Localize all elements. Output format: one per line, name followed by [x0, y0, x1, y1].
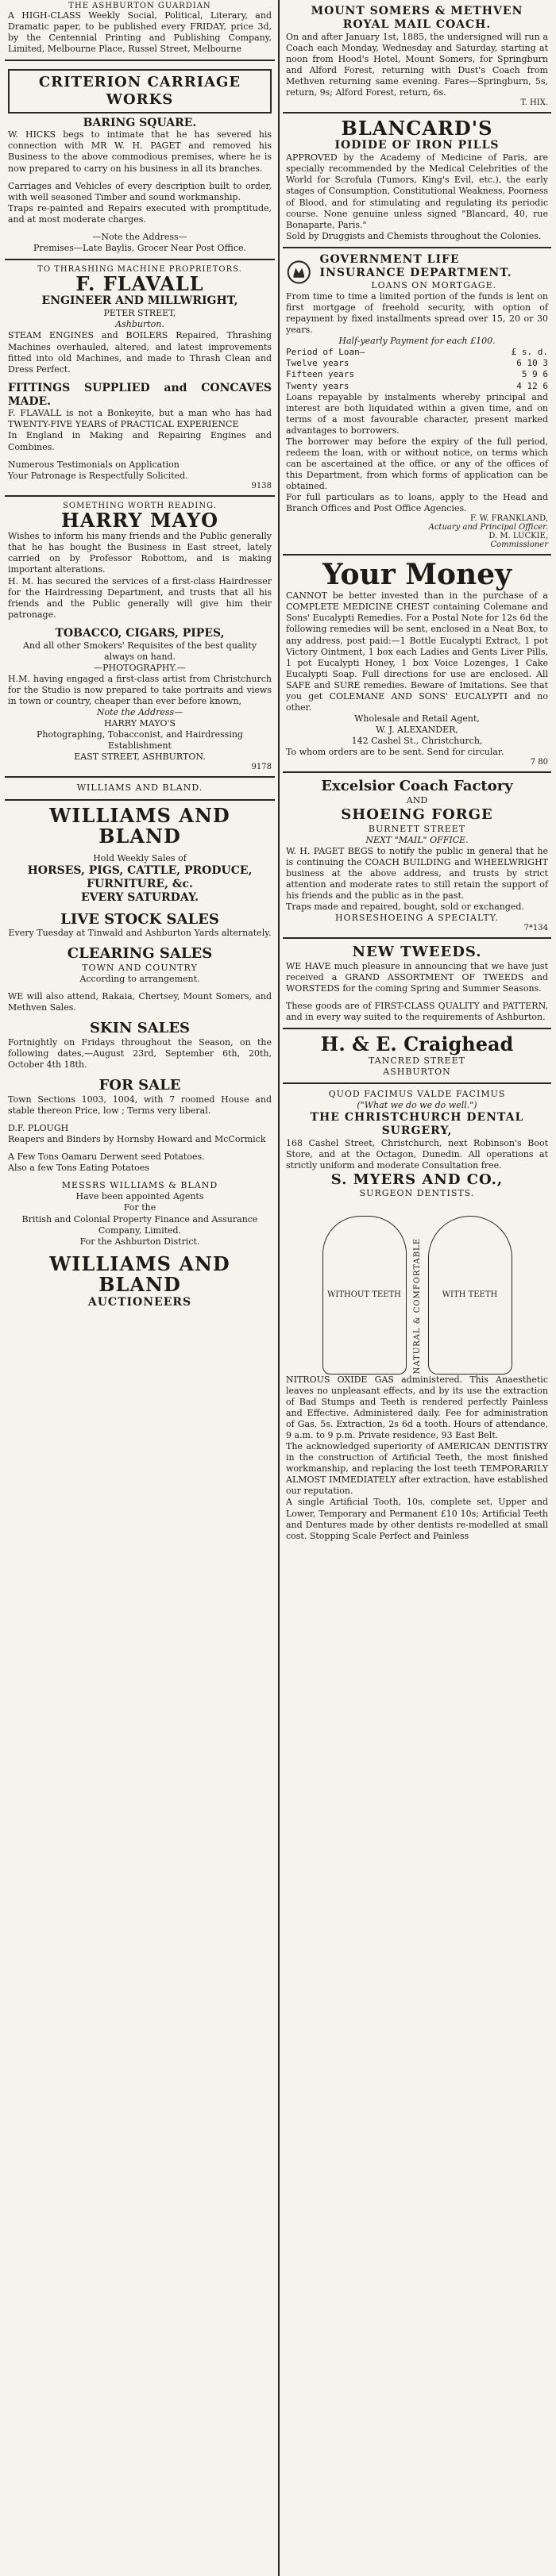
coach-line1: MOUNT SOMERS & METHVEN	[311, 5, 523, 17]
excelsior-p2: Traps made and repaired, bought, sold or exchanged.	[286, 902, 524, 913]
insurance-row	[286, 358, 548, 369]
flavall-title: F. FLAVALL	[75, 272, 204, 296]
wb-reapers: Reapers and Binders by Hornsby Howard and McCormick	[8, 1134, 266, 1145]
flavall-ad	[5, 260, 275, 497]
insurance-row-label: Fifteen years	[286, 369, 355, 380]
wb-clear-sub: TOWN AND COUNTRY	[82, 963, 198, 974]
wb-forsale-title: FOR SALE	[98, 1077, 181, 1094]
wb-agents2: Have been appointed Agents	[75, 1191, 204, 1202]
criterion-note: —Note the Address—	[92, 231, 187, 242]
wb-p3: EVERY SATURDAY.	[80, 891, 199, 904]
insurance-table-head: Half-yearly Payment for each £100.	[338, 336, 496, 347]
mayo-p2: H. M. has secured the services of a first-class Hairdresser for the Hairdressing Department, and trusts that all his friends and the Public generally will give him their patronage.	[8, 575, 272, 620]
wb-agents1: MESSRS WILLIAMS & BLAND	[61, 1180, 218, 1191]
dental-body: 168 Cashel Street, Christchurch, next Robinson's Boot Store, and at the Octagon, Dunedin. All operations at strictly uniform and moderate Consultation free.	[286, 1137, 548, 1171]
mayo-top: SOMETHING WORTH READING.	[63, 501, 217, 510]
insurance-header	[286, 253, 548, 291]
dental-motto: QUOD FACIMUS VALDE FACIMUS	[328, 1088, 506, 1099]
insurance-sign2: Actuary and Principal Officer.	[428, 523, 548, 533]
dental-nitrous: NITROUS OXIDE GAS administered. This Anaesthetic leaves no unpleasant effects, and by its use the extraction of Bad Stumps and Teeth is rendered perfectly Painless and Effective. Administered daily. Fee for administration of Gas, 5s. Extraction, 2s 6d a tooth. Hours of attendance, 9 a.m. to 9 p.m. Private residence, 93 East Belt.	[286, 1374, 548, 1440]
wb-agents3: For the	[123, 1202, 156, 1213]
insurance-row	[286, 369, 548, 380]
tweeds-p2: These goods are of FIRST-CLASS QUALITY and PATTERN, and in every way suited to the requirements of Ashburton.	[286, 1001, 548, 1023]
williams-bland-ad	[5, 801, 275, 1314]
excelsior-and: AND	[406, 795, 428, 805]
coach-ad	[283, 0, 551, 113]
insurance-p4: For full particulars as to loans, apply to the Head and Branch Offices and Post Office Agencies.	[286, 492, 548, 514]
criterion-title: CRITERION CARRIAGE WORKS	[8, 69, 272, 113]
wb-skin-title: SKIN SALES	[89, 1020, 191, 1037]
criterion-sub: BARING SQUARE.	[83, 116, 197, 129]
wb-oamaru: A Few Tons Oamaru Derwent seed Potatoes.	[8, 1152, 205, 1163]
mayo-note: Note the Address—	[96, 707, 183, 718]
portrait-middle-text: NATURAL & COMFORTABLE	[412, 1238, 422, 1375]
mayo-ad	[5, 497, 275, 779]
money-body: CANNOT be better invested than in the purchase of a COMPLETE MEDICINE CHEST containing Colemane and Sons' Eucalypti Remedies. For a Postal Note for 12s 6d the following remedies will be sent, enclosed in a Neat Box, to any address, post paid:—1 Bottle Eucalypti Extract, 1 pot Victory Ointment, 1 box each Ladies and Gents Liver Pills, 1 pot Eucalypti Honey, 1 box Voice Lozenges, 1 Cake Eucalypti Soap. Full directions for use are enclosed. All SAFE and SURE remedies. Beware of Imitations. See that you get COLEMANE AND SONS' EUCALYPTI and no other.	[286, 590, 548, 713]
portrait-left-label: WITHOUT TEETH	[327, 1290, 401, 1300]
mayo-p1: Wishes to inform his many friends and the Public generally that he has bought the Business in East street, lately carried on by Professor Robottom, and is making important alterations.	[8, 531, 272, 575]
flavall-town: Ashburton.	[115, 319, 164, 330]
insurance-sign1: F. W. FRANKLAND,	[470, 514, 548, 524]
mayo-addr3: EAST STREET, ASHBURTON.	[74, 752, 206, 763]
craighead-title: H. & E. Craighead	[320, 1032, 514, 1056]
insurance-row-label: Twelve years	[286, 358, 349, 369]
excelsior-horse: HORSESHOEING A SPECIALTY.	[334, 913, 500, 924]
insurance-sub: LOANS ON MORTGAGE.	[371, 279, 497, 290]
flavall-street: PETER STREET,	[103, 308, 176, 319]
dental-name: S. MYERS AND CO.,	[330, 1171, 504, 1188]
dental-p3: A single Artificial Tooth, 10s, complete set, Upper and Lower, Temporary and Permanent £10 10s; Artificial Teeth and Dentures made by other dentists re-modelled at small cost. Stopping Scale Perfect and Painless	[286, 1497, 548, 1541]
tweeds-ad	[283, 939, 551, 1029]
left-column	[5, 0, 275, 1313]
insurance-row-value: 6 10 3	[516, 358, 548, 369]
masthead-body: A HIGH-CLASS Weekly Social, Political, Literary, and Dramatic paper, to be published every FRIDAY, price 3d, by the Centennial Printing and Publishing Company, Limited, Melbourne Place, Russel Street, Melbourne	[8, 10, 272, 55]
wb-clear-body: According to arrangement.	[79, 974, 200, 985]
criterion-p1: W. HICKS begs to intimate that he has severed his connection with MR W. H. PAGET and removed his Business to the above commodious premises, where he is now prepared to carry on his business in all its branches.	[8, 129, 272, 174]
wb-plough: D.F. PLOUGH	[8, 1122, 69, 1133]
dental-title: THE CHRISTCHURCH DENTAL SURGERY,	[310, 1111, 524, 1137]
wb-footer1: WILLIAMS AND BLAND	[49, 1251, 230, 1297]
flavall-ref: 9138	[251, 481, 272, 490]
money-order: To whom orders are to be sent. Send for circular.	[286, 747, 504, 758]
money-ref: 7 80	[530, 758, 548, 767]
insurance-sign4: Commissioner	[490, 540, 548, 550]
criterion-ad	[5, 61, 275, 260]
blancard-title2: IODIDE OF IRON PILLS	[334, 139, 500, 152]
criterion-p2: Carriages and Vehicles of every description built to order, with well seasoned Timber and sound workmanship.	[8, 180, 272, 202]
dental-illustration	[286, 1200, 548, 1375]
wb-line	[5, 778, 275, 800]
masthead-top: THE ASHBURTON GUARDIAN	[68, 2, 211, 10]
money-agent: W. J. ALEXANDER,	[376, 725, 458, 736]
mayo-ref: 9178	[251, 763, 272, 772]
excelsior-next: NEXT "MAIL" OFFICE.	[365, 834, 469, 845]
insurance-p2: Loans repayable by instalments whereby principal and interest are both liquidated within a given time, and on terms of a most favourable character, present marked advantages to borrowers.	[286, 391, 548, 436]
wb-title: WILLIAMS AND BLAND	[49, 803, 230, 848]
coach-line2: ROYAL MAIL COACH.	[342, 17, 492, 31]
masthead-ad	[5, 0, 275, 61]
tweeds-title: NEW TWEEDS.	[352, 944, 482, 961]
mayo-p3: TOBACCO, CIGARS, PIPES,	[55, 626, 225, 640]
flavall-top: TO THRASHING MACHINE PROPRIETORS.	[37, 265, 242, 275]
wb-forsale-body: Town Sections 1003, 1004, with 7 roomed House and stable thereon Price, low ; Terms very liberal.	[8, 1094, 272, 1116]
insurance-row-value: 4 12 6	[516, 380, 548, 391]
flavall-sub: ENGINEER AND MILLWRIGHT,	[41, 294, 238, 308]
mayo-p5: —PHOTOGRAPHY.—	[94, 662, 186, 673]
insurance-table	[286, 347, 548, 391]
wb-agents5: For the Ashburton District.	[79, 1236, 200, 1247]
tweeds-body: WE HAVE much pleasure in announcing that we have just received a GRAND ASSORTMENT OF TWEEDS and WORSTEDS for the coming Spring and Summer Seasons.	[286, 960, 548, 994]
portrait-right	[428, 1216, 512, 1375]
money-ad	[283, 556, 551, 773]
insurance-sign3: D. M. LUCKIE,	[488, 532, 548, 541]
portrait-right-label: WITH TEETH	[442, 1290, 498, 1300]
dental-p2: The acknowledged superiority of AMERICAN DENTISTRY in the construction of Artificial Teeth, the most finished workmanship, and replacing the lost teeth TEMPORARILY ALMOST IMMEDIATELY after extraction, have established our reputation.	[286, 1441, 548, 1497]
insurance-row-value: £ s. d.	[511, 347, 548, 358]
insurance-body: From time to time a limited portion of the funds is lent on first mortgage of freehold security, with option of repayment by fixed installments spread over 15, 20 or 30 years.	[286, 290, 548, 336]
coach-body: On and after January 1st, 1885, the undersigned will run a Coach each Monday, Wednesday and Saturday, starting at noon from Hood's Hotel, Mount Somers, for Springburn and Alford Forest, returning with Dust's Coach from Methven returning same evening. Fares—Springburn, 5s, return, 9s; Alford Forest, return, 6s.	[286, 31, 548, 98]
mayo-title: HARRY MAYO	[61, 508, 218, 532]
excelsior-body: W. H. PAGET BEGS to notify the public in general that he is continuing the COACH BUILDING and WHEELWRIGHT business at the above address, and trusts by strict attention and moderate rates to still retain the support of his friends and the public as in the past.	[286, 845, 548, 902]
mayo-p6: H.M. having engaged a first-class artist from Christchurch for the Studio is now prepared to take portraits and views in town or country, cheaper than ever before known,	[8, 673, 272, 706]
dental-ad	[283, 1084, 551, 1547]
dental-sub: SURGEON DENTISTS.	[359, 1188, 475, 1199]
coach-sign: T. HIX.	[520, 98, 548, 108]
right-column	[283, 0, 551, 1547]
money-p2: Wholesale and Retail Agent,	[354, 713, 480, 725]
flavall-p1: STEAM ENGINES and BOILERS Repaired, Thrashing Machines overhauled, altered, and latest improvements fitted into old Machines, and made to Thrash Clean and Dress Perfect.	[8, 330, 272, 375]
mayo-addr2: Photographing, Tobacconist, and Hairdressing Establishment	[37, 729, 243, 752]
wb-clear-title: CLEARING SALES	[67, 945, 213, 963]
excelsior-street: BURNETT STREET	[368, 823, 466, 834]
insurance-row-value: 5 9 6	[521, 369, 548, 380]
wb-rakaia: WE will also attend, Rakaia, Chertsey, Mount Somers, and Methven Sales.	[8, 991, 272, 1013]
criterion-p3: Traps re-painted and Repairs executed with promptitude, and at most moderate charges.	[8, 202, 272, 225]
wb-p1: Hold Weekly Sales of	[93, 853, 187, 864]
wb-live-title: LIVE STOCK SALES	[60, 910, 219, 928]
insurance-row	[286, 381, 548, 392]
insurance-ad	[283, 248, 551, 556]
mayo-p4: And all other Smokers' Requisites of the best quality always on hand.	[22, 640, 257, 662]
insurance-row-label: Period of Loan—	[286, 347, 365, 358]
wb-eating: Also a few Tons Eating Potatoes	[8, 1163, 150, 1174]
insurance-title: GOVERNMENT LIFE INSURANCE DEPARTMENT.	[319, 253, 512, 279]
column-divider	[278, 0, 280, 2576]
craighead-street: TANCRED STREET	[369, 1055, 465, 1066]
wb-skin-body: Fortnightly on Fridays throughout the Season, on the following dates,—August 23rd, September 6th, 20th, October 4th 18th.	[8, 1036, 272, 1071]
wb-footer2: AUCTIONEERS	[87, 1295, 192, 1309]
money-title: Your Money	[322, 558, 512, 592]
blancard-sold: Sold by Druggists and Chemists throughout the Colonies.	[286, 230, 542, 241]
wb-agents4: British and Colonial Property Finance and Assurance Company, Limited.	[21, 1213, 258, 1236]
crown-emblem-icon	[286, 253, 312, 291]
excelsior-ref: 7*134	[523, 924, 548, 933]
flavall-p2: FITTINGS SUPPLIED and CONCAVES MADE.	[8, 381, 272, 408]
portrait-left	[322, 1216, 407, 1375]
money-addr: 142 Cashel St., Christchurch,	[351, 736, 483, 747]
wb-live-body: Every Tuesday at Tinwald and Ashburton Yards alternately.	[8, 928, 272, 939]
flavall-p5: Numerous Testimonials on Application	[8, 459, 180, 470]
mayo-addr1: HARRY MAYO'S	[103, 718, 176, 729]
flavall-p3: F. FLAVALL is not a Bonkeyite, but a man who has had TWENTY-FIVE YEARS of PRACTICAL EXPERIENCE	[8, 408, 272, 430]
insurance-p3: The borrower may before the expiry of the full period, redeem the loan, with or without notice, on terms which can be ascertained at the office, or any of the offices of this Department, from which forms of application can be obtained.	[286, 436, 548, 492]
dental-motto2: ("What we do we do well.")	[357, 1099, 477, 1110]
wb-p2: HORSES, PIGS, CATTLE, PRODUCE, FURNITURE, &c.	[27, 864, 253, 891]
blancard-body: APPROVED by the Academy of Medicine of Paris, are specially recommended by the Medical Celebrities of the World for Scrofula (Tumors, King's Evil, etc.), the early stages of Consumption, Constitutional Weakness, Poorness of Blood, and for stimulating and regulating its periodic course. None genuine unless signed "Blancard, 40, rue Bonaparte, Paris."	[286, 152, 548, 230]
wb-line-text: WILLIAMS AND BLAND.	[76, 782, 203, 794]
blancard-title1: BLANCARD'S	[341, 117, 493, 140]
craighead-ad	[283, 1029, 551, 1084]
excelsior-ad	[283, 773, 551, 939]
insurance-row-label: Twenty years	[286, 380, 349, 391]
blancard-ad	[283, 113, 551, 248]
craighead-town: ASHBURTON	[383, 1066, 451, 1077]
excelsior-title: Excelsior Coach Factory	[321, 778, 513, 795]
flavall-p6: Your Patronage is Respectfully Solicited.	[8, 470, 188, 481]
criterion-address: Premises—Late Baylis, Grocer Near Post Office.	[33, 243, 246, 253]
flavall-p4: In England in Making and Repairing Engines and Combines.	[8, 430, 272, 452]
excelsior-forge: SHOEING FORGE	[341, 806, 493, 824]
insurance-row	[286, 347, 548, 358]
